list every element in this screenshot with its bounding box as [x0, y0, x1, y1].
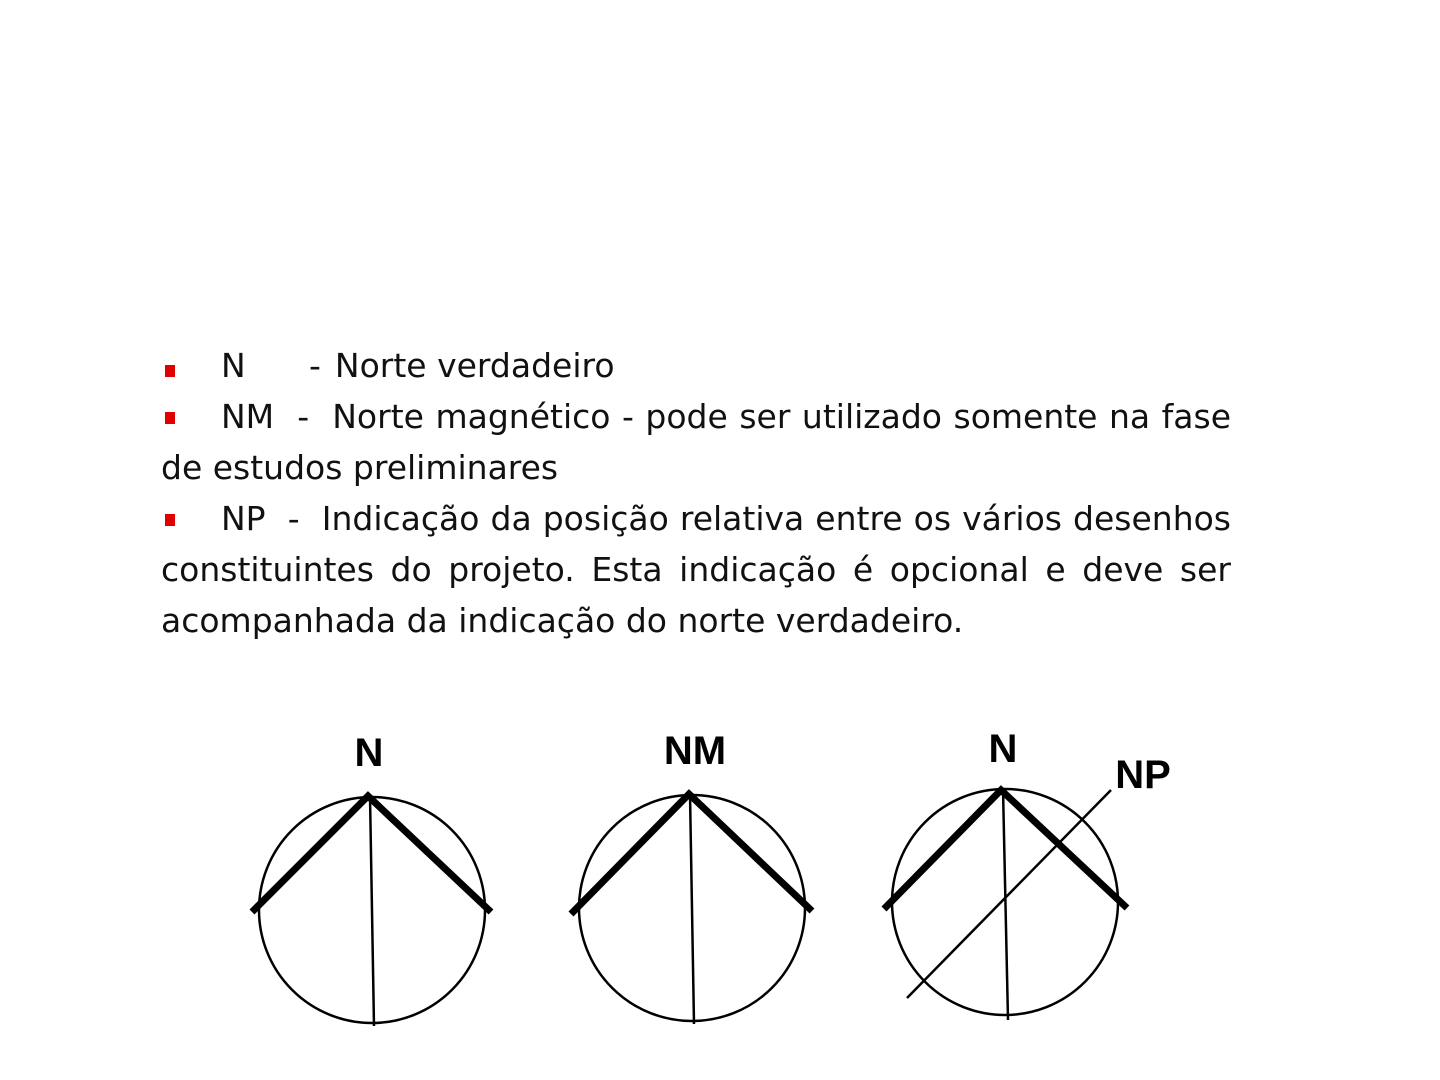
project-north-line — [907, 790, 1111, 998]
north-axis-line — [1003, 789, 1008, 1020]
magnetic-north-symbol — [571, 729, 812, 1024]
project-north-label: NP — [1115, 753, 1171, 797]
item-separator: - — [297, 397, 310, 436]
true-north-label: N — [354, 731, 384, 775]
magnetic-north-label: NM — [663, 729, 727, 773]
north-axis-line — [370, 796, 374, 1026]
item-separator: - — [287, 499, 300, 538]
project-north-symbol — [884, 727, 1171, 1020]
item-separator: - — [309, 346, 321, 385]
true-north-symbol — [252, 731, 491, 1026]
north-axis-line — [690, 794, 694, 1024]
item-code: NP — [221, 499, 266, 538]
item-text: Norte magnético - pode ser utilizado somente na fase de estudos preliminares — [161, 397, 1232, 487]
item-text: Norte verdadeiro — [334, 346, 615, 385]
item-code: NM — [221, 397, 275, 436]
item-code: N — [221, 346, 246, 385]
true-north-label: N — [988, 727, 1018, 771]
item-text: Indicação da posição relativa entre os vários desenhos constituintes do projeto. Esta indicação é opcional e deve ser acompanhada da indicação do norte verdadeiro. — [161, 499, 1231, 640]
